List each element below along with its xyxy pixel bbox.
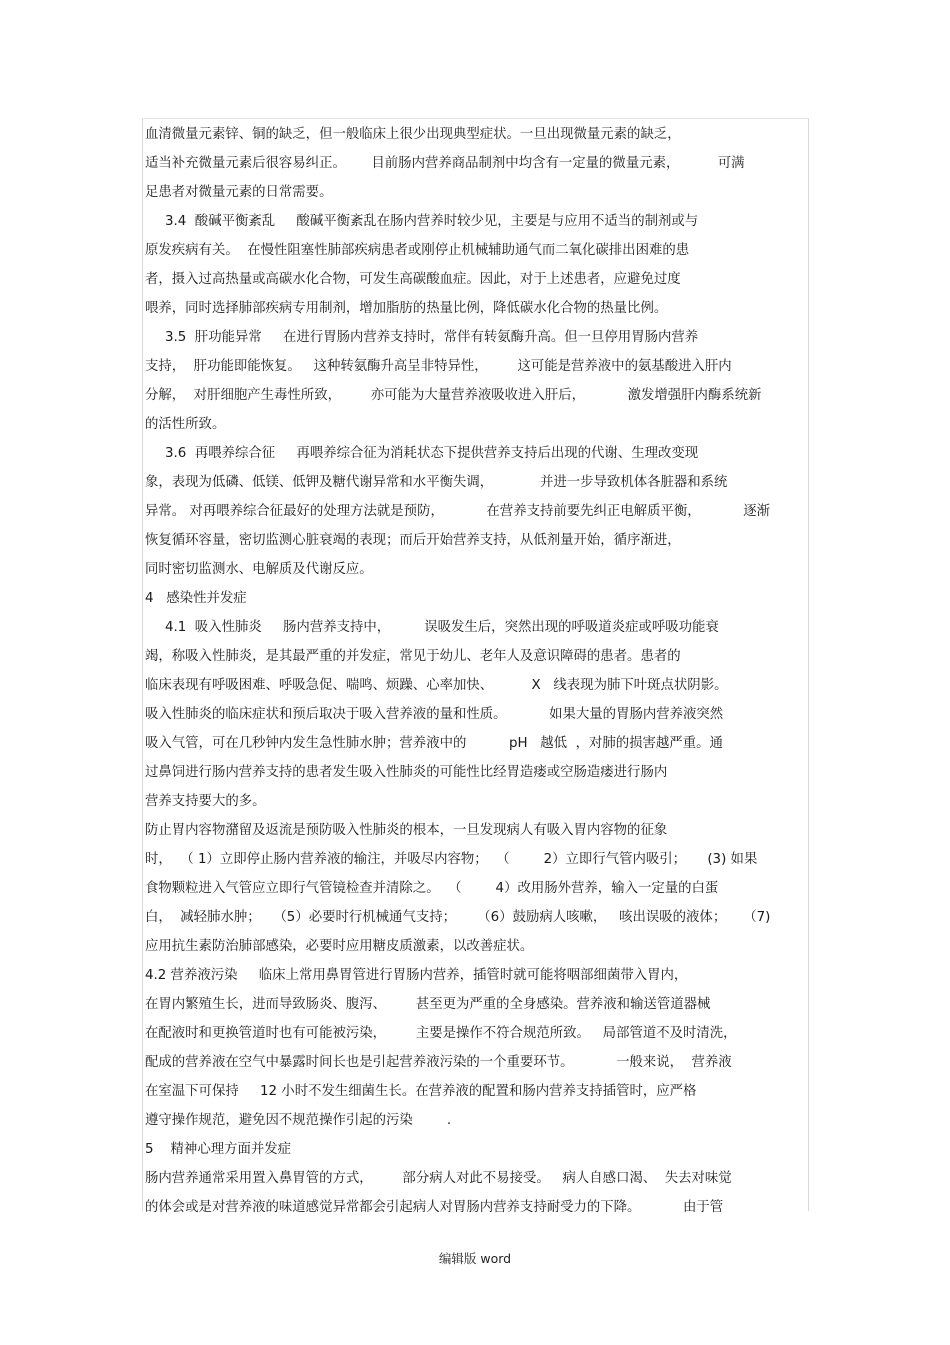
text-line: 的体会或是对营养液的味道感觉异常都会引起病人对胃肠内营养支持耐受力的下降。 由于管 [145, 1200, 724, 1215]
text-line: 在胃内繁殖生长，进而导致肠炎、腹泻、 甚至更为严重的全身感染。营养液和输送管道器械 [145, 997, 711, 1012]
text-line: 白， 减轻肺水肿； （5）必要时行机械通气支持； （6）鼓励病人咳嗽， 咳出误吸的液体； （7) [145, 910, 771, 925]
text-line: 者，摄入过高热量或高碳水化合物，可发生高碳酸血症。因此，对于上述患者，应避免过度 [145, 272, 681, 287]
document-body [145, 120, 807, 1222]
text-line: 分解， 对肝细胞产生毒性所致， 亦可能为大量营养液吸收进入肝后， 激发增强肝内酶系统新 [145, 388, 762, 403]
text-line: 肠内营养通常采用置入鼻胃管的方式， 部分病人对此不易接受。 病人自感口渴、 失去对味觉 [145, 1171, 732, 1186]
text-line: 3.5 肝功能异常 在进行胃肠内营养支持时，常伴有转氨酶升高。但一旦停用胃肠内营养 [165, 330, 699, 345]
text-line: 在室温下可保持 12 小时不发生细菌生长。在营养液的配置和肠内营养支持插管时，应严格 [145, 1084, 697, 1099]
text-line: 竭，称吸入性肺炎，是其最严重的并发症，常见于幼儿、老年人及意识障碍的患者。患者的 [145, 649, 681, 664]
text-line: 适当补充微量元素后很容易纠正。 目前肠内营养商品制剂中均含有一定量的微量元素， 可满 [145, 156, 745, 171]
text-line: 的活性所致。 [145, 417, 226, 432]
text-line: 3.4 酸碱平衡紊乱 酸碱平衡紊乱在肠内营养时较少见，主要是与应用不适当的制剂或与 [165, 214, 699, 229]
text-line: 吸入气管，可在几秒钟内发生急性肺水肿；营养液中的 pH 越低 ，对肺的损害越严重。通 [145, 736, 723, 751]
text-line: 5 精神心理方面并发症 [145, 1142, 292, 1157]
text-line: 4 感染性并发症 [145, 591, 247, 606]
text-line: 在配液时和更换管道时也有可能被污染， 主要是操作不符合规范所致。 局部管道不及时清洗， [145, 1026, 737, 1041]
text-line: 血清微量元素锌、铜的缺乏，但一般临床上很少出现典型症状。一旦出现微量元素的缺乏， [145, 127, 681, 142]
text-line: 吸入性肺炎的临床症状和预后取决于吸入营养液的量和性质。 如果大量的胃肠内营养液突然 [145, 707, 724, 722]
text-line: 异常。 对再喂养综合征最好的处理方法就是预防， 在营养支持前要先纠正电解质平衡， 逐渐 [145, 504, 771, 519]
page-footer: 编辑版 word [438, 1251, 512, 1266]
text-line: 防止胃内容物潴留及返流是预防吸入性肺炎的根本，一旦发现病人有吸入胃内容物的征象 [145, 823, 668, 838]
text-line: 配成的营养液在空气中暴露时间长也是引起营养液污染的一个重要环节。 一般来说， 营养液 [145, 1055, 732, 1070]
text-line: 时， （ 1）立即停止肠内营养液的输注，并吸尽内容物； （ 2）立即行气管内吸引； (3) 如果 [145, 852, 758, 867]
text-line: 足患者对微量元素的日常需要。 [145, 185, 333, 200]
text-line: 食物颗粒进入气管应立即行气管镜检查并清除之。 （ 4）改用肠外营养，输入一定量的白蛋 [145, 881, 719, 896]
text-line: 象，表现为低磷、低镁、低钾及糖代谢异常和水平衡失调， 并进一步导致机体各脏器和系统 [145, 475, 728, 490]
text-line: 同时密切监测水、电解质及代谢反应。 [145, 562, 373, 577]
text-line: 恢复循环容量，密切监测心脏衰竭的表现；而后开始营养支持，从低剂量开始，循序渐进， [145, 533, 681, 548]
text-line: 应用抗生素防治肺部感染，必要时应用糖皮质激素，以改善症状。 [145, 939, 534, 954]
text-line: 临床表现有呼吸困难、呼吸急促、喘鸣、烦躁、心率加快、 X 线表现为肺下叶斑点状阴影。 [145, 678, 728, 693]
text-line: 遵守操作规范，避免因不规范操作引起的污染 . [145, 1113, 452, 1128]
text-line: 过鼻饲进行肠内营养支持的患者发生吸入性肺炎的可能性比经胃造瘘或空肠造瘘进行肠内 [145, 765, 668, 780]
text-line: 支持， 肝功能即能恢复。 这种转氨酶升高呈非特异性， 这可能是营养液中的氨基酸进入肝内 [145, 359, 732, 374]
text-line: 4.1 吸入性肺炎 肠内营养支持中， 误吸发生后，突然出现的呼吸道炎症或呼吸功能衰 [165, 620, 719, 635]
text-line: 喂养，同时选择肺部疾病专用制剂，增加脂肪的热量比例，降低碳水化合物的热量比例。 [145, 301, 668, 316]
text-line: 营养支持要大的多。 [145, 794, 266, 809]
text-line: 原发疾病有关。 在慢性阻塞性肺部疾病患者或刚停止机械辅助通气而二氧化碳排出困难的患 [145, 243, 690, 258]
text-line: 4.2 营养液污染 临床上常用鼻胃管进行胃肠内营养，插管时就可能将咽部细菌带入胃内， [145, 968, 688, 983]
text-line: 3.6 再喂养综合征 再喂养综合征为消耗状态下提供营养支持后出现的代谢、生理改变现 [165, 446, 699, 461]
